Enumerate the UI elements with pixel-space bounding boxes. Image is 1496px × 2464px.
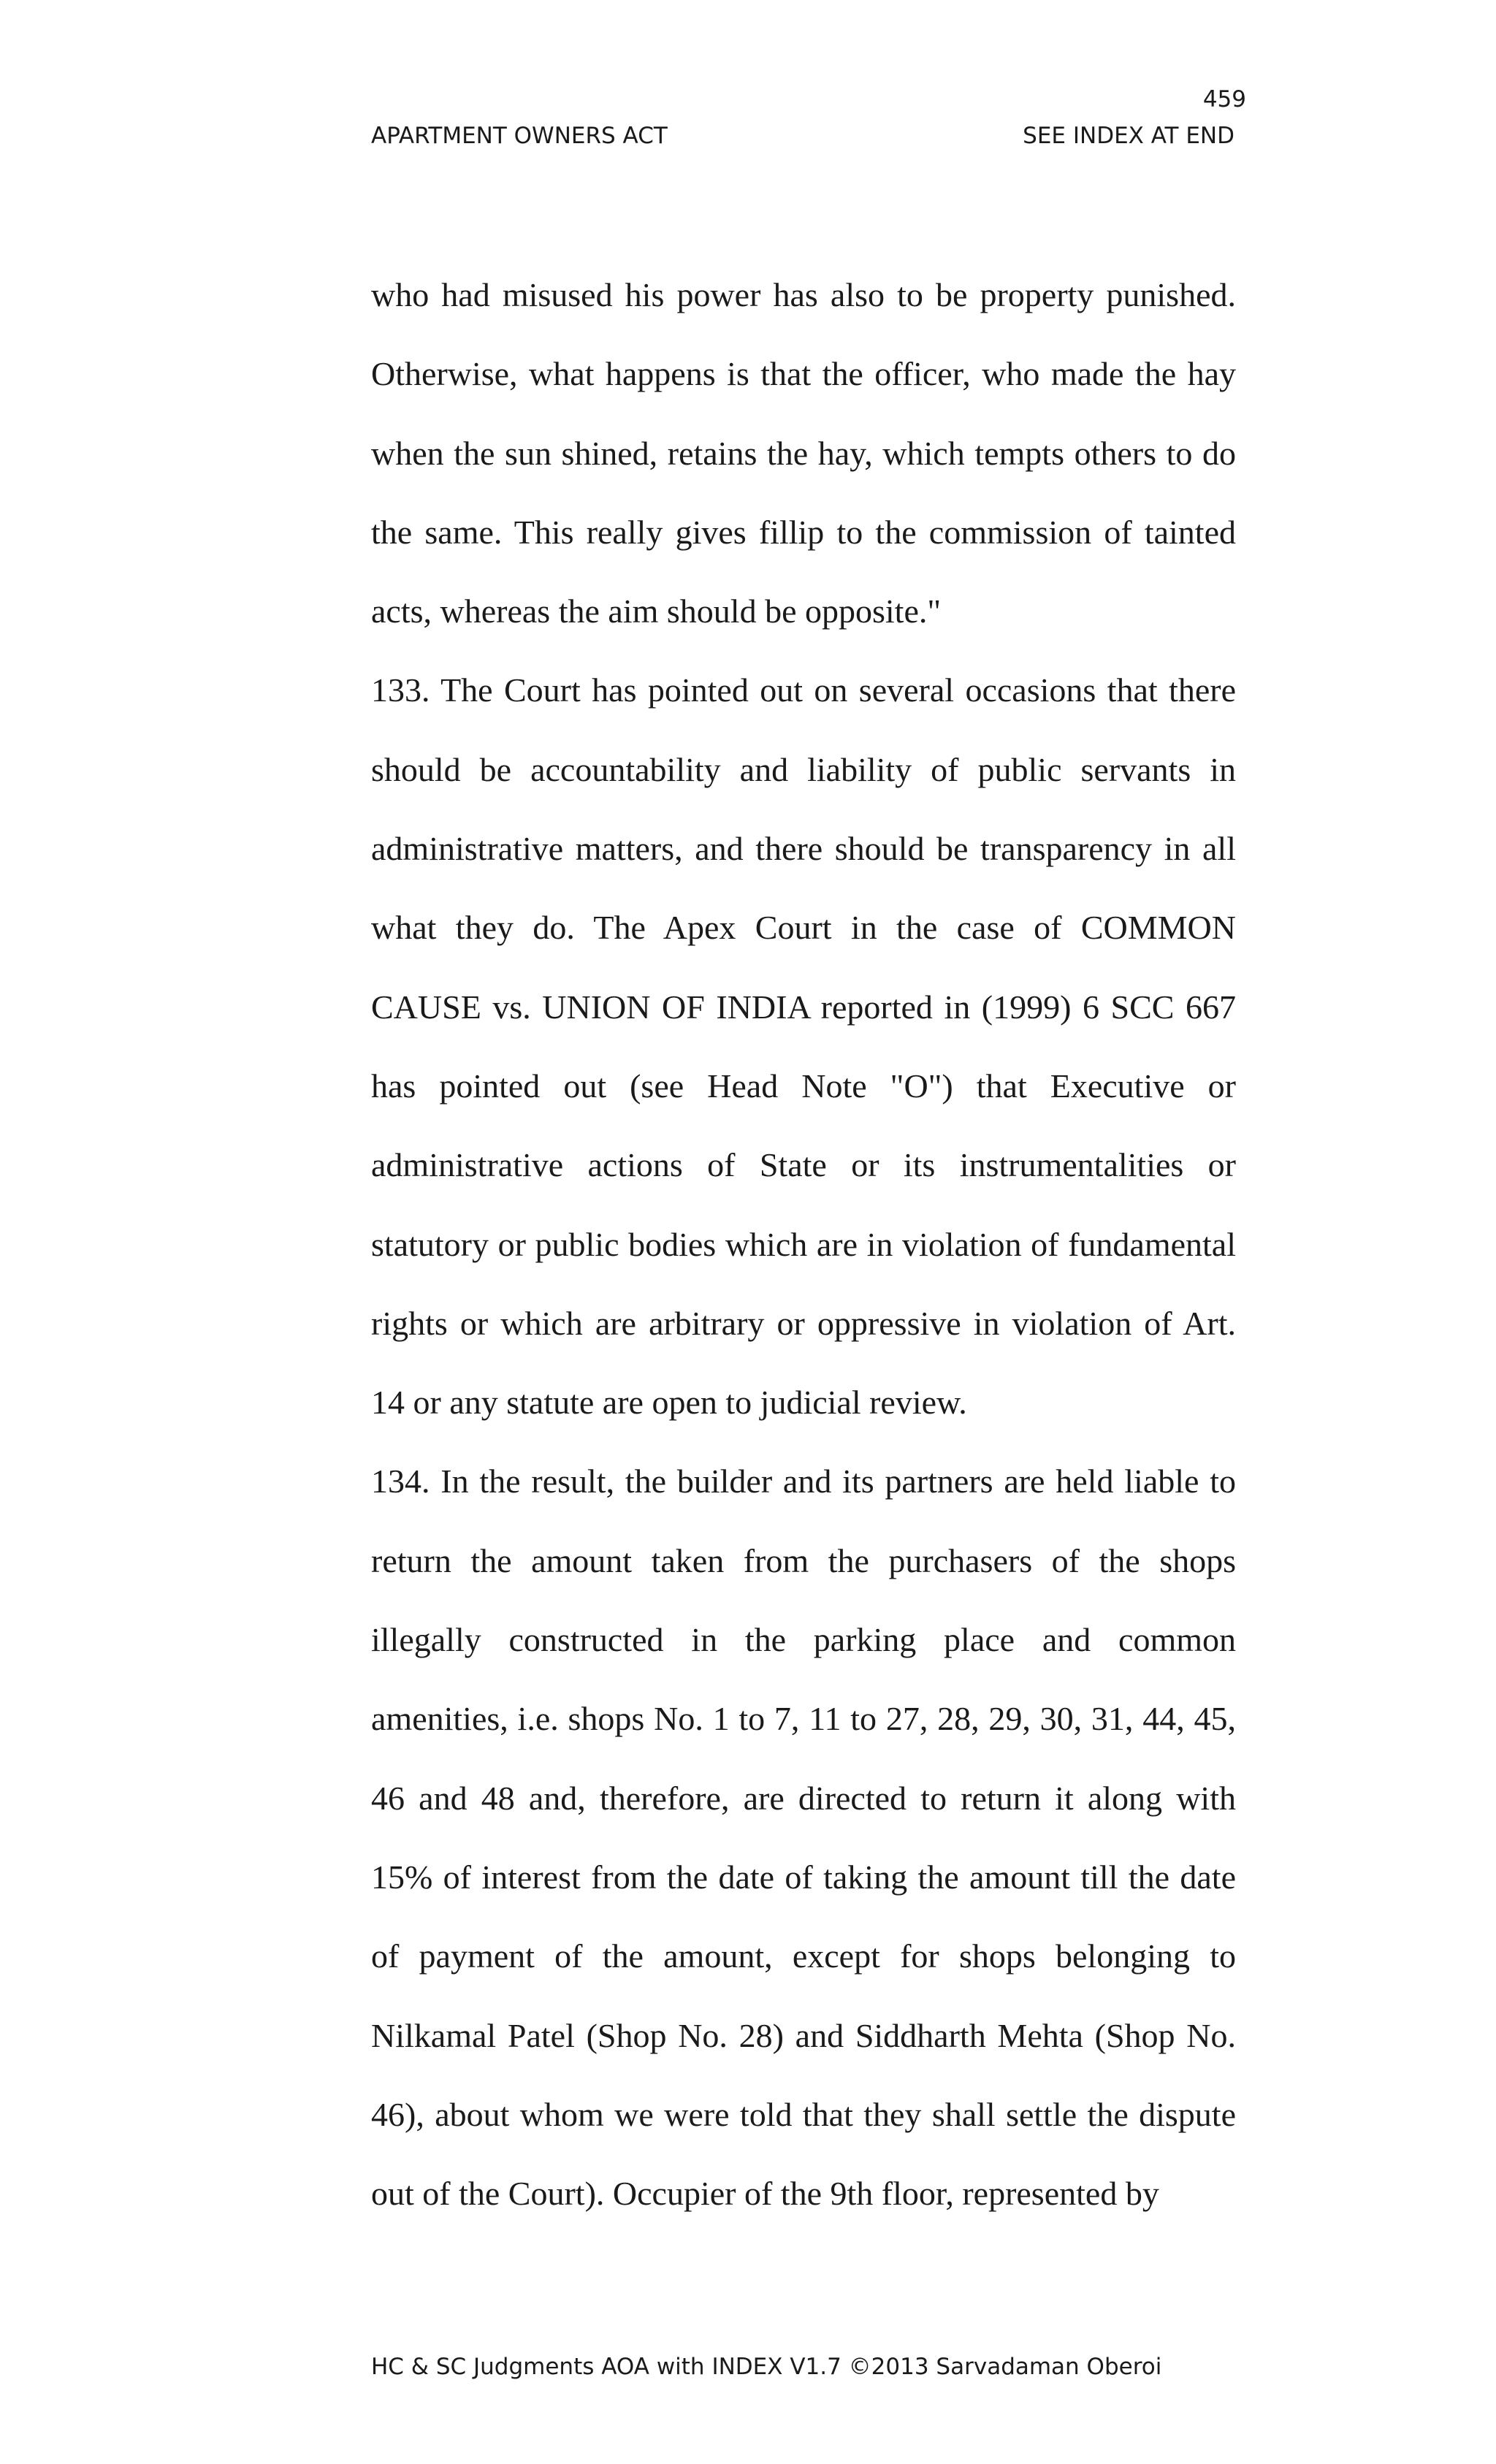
paragraph-134: 134. In the result, the builder and its partners are held liable to return the amount taken from the purchasers of the shops illegally constructed in the parking place and common amenities, i.e. shops No. 1 to 7, 11 to 27, 28, 29, 30, 31, 44, 45, 46 and 48 and, therefore, are directed to return it along with 15% of interest from the date of taking the amount till the date of payment of the amount, except for shops belonging to Nilkamal Patel (Shop No. 28) and Siddharth Mehta (Shop No. 46), about whom we were told that they shall settle the dispute out of the Court). Occupier of the 9th floor, represented by xyxy=(371,1462,1236,2213)
running-header xyxy=(371,123,1234,149)
paragraph-133: 133. The Court has pointed out on several occasions that there should be accountability and liability of public servants in administrative matters, and there should be transparency in all what they do. The Apex Court in the case of COMMON CAUSE vs. UNION OF INDIA reported in (1999) 6 SCC 667 has pointed out (see Head Note "O") that Executive or administrative actions of State or its instrumentalities or statutory or public bodies which are in violation of fundamental rights or which are arbitrary or oppressive in violation of Art. 14 or any statute are open to judicial review. xyxy=(371,671,1236,1422)
page-footer: HC & SC Judgments AOA with INDEX V1.7 ©2013 Sarvadaman Oberoi xyxy=(371,2354,1162,2380)
header-index-note: SEE INDEX AT END xyxy=(1023,123,1234,149)
header-title: APARTMENT OWNERS ACT xyxy=(371,123,668,149)
page-number: 459 xyxy=(1202,86,1246,112)
document-body xyxy=(371,256,1236,2233)
paragraph-continuation: who had misused his power has also to be property punished. Otherwise, what happens is that the officer, who made the hay when the sun shined, retains the hay, which tempts others to do the same. This really gives fillip to the commission of tainted acts, whereas the aim should be opposite." xyxy=(371,276,1236,630)
